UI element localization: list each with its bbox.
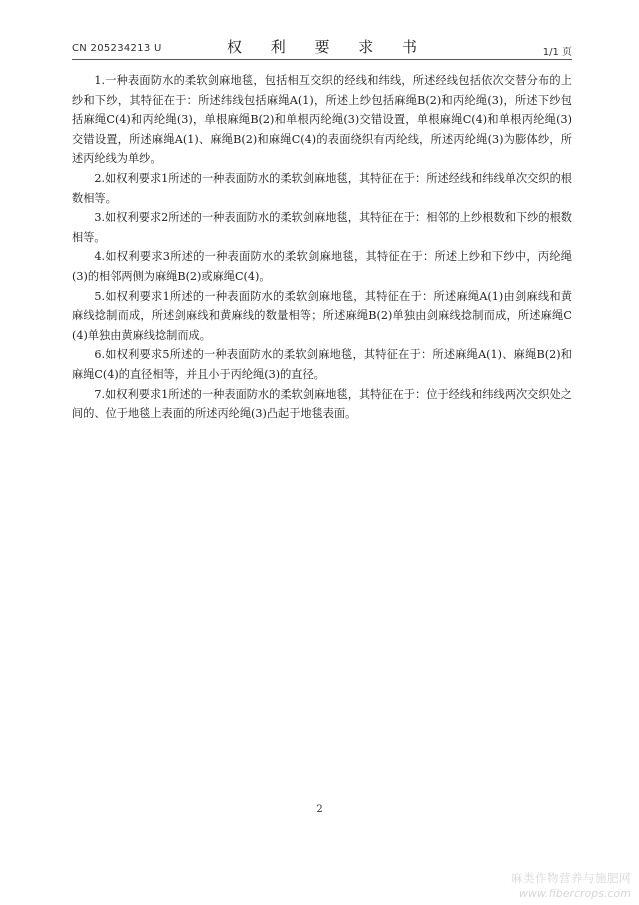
claims-list (72, 71, 572, 424)
claim-6: 6.如权利要求5所述的一种表面防水的柔软剑麻地毯，其特征在于：所述麻绳A(1)、麻绳B(2)和麻绳C(4)的直径相等，并且小于丙纶绳(3)的直径。 (72, 348, 572, 381)
claim-7: 7.如权利要求1所述的一种表面防水的柔软剑麻地毯，其特征在于：位于经线和纬线两次交织处之间的、位于地毯上表面的所述丙纶绳(3)凸起于地毯表面。 (72, 387, 572, 421)
publication-number: CN 205234213 U (72, 43, 162, 54)
claim-1: 1.一种表面防水的柔软剑麻地毯，包括相互交织的经线和纬线，所述经线包括依次交替分布的上纱和下纱，其特征在于：所述纬线包括麻绳A(1)，所述上纱包括麻绳B(2)和丙纶绳(3)，所述下纱包括麻绳C(4)和丙纶绳(3)，单根麻绳B(2)和单根丙纶绳(3)交错设置，单根麻绳C(4)和单根丙纶绳(3)交错设置，所述麻绳A(1)、麻绳B(2)和麻绳C(4)的表面绕织有丙纶线，所述丙纶绳(3)为膨体纱，所述丙纶线为单纱。 (72, 74, 572, 166)
watermark-site-name: 麻类作物营养与施肥网 (511, 871, 631, 885)
page-header (72, 34, 572, 58)
footer-page-number: 2 (316, 804, 323, 815)
claim-2: 2.如权利要求1所述的一种表面防水的柔软剑麻地毯，其特征在于：所述经线和纬线单次交织的根数相等。 (72, 171, 572, 205)
claim-4: 4.如权利要求3所述的一种表面防水的柔软剑麻地毯，其特征在于：所述上纱和下纱中，丙纶绳(3)的相邻两侧为麻绳B(2)或麻绳C(4)。 (72, 250, 572, 283)
watermark-url: www.fibercrops.com (518, 887, 631, 900)
claim-5: 5.如权利要求1所述的一种表面防水的柔软剑麻地毯，其特征在于：所述麻绳A(1)由剑麻线和黄麻线捻制而成，所述剑麻线和黄麻线的数量相等；所述麻绳B(2)单独由剑麻线捻制而成，所述麻绳C(4)单独由黄麻线捻制而成。 (72, 289, 572, 342)
document-title: 权 利 要 求 书 (226, 38, 430, 56)
watermark (511, 871, 631, 901)
page-count: 1/1 页 (542, 47, 572, 58)
header-divider (72, 59, 572, 60)
claim-3: 3.如权利要求2所述的一种表面防水的柔软剑麻地毯，其特征在于：相邻的上纱根数和下纱的根数相等。 (72, 211, 572, 244)
